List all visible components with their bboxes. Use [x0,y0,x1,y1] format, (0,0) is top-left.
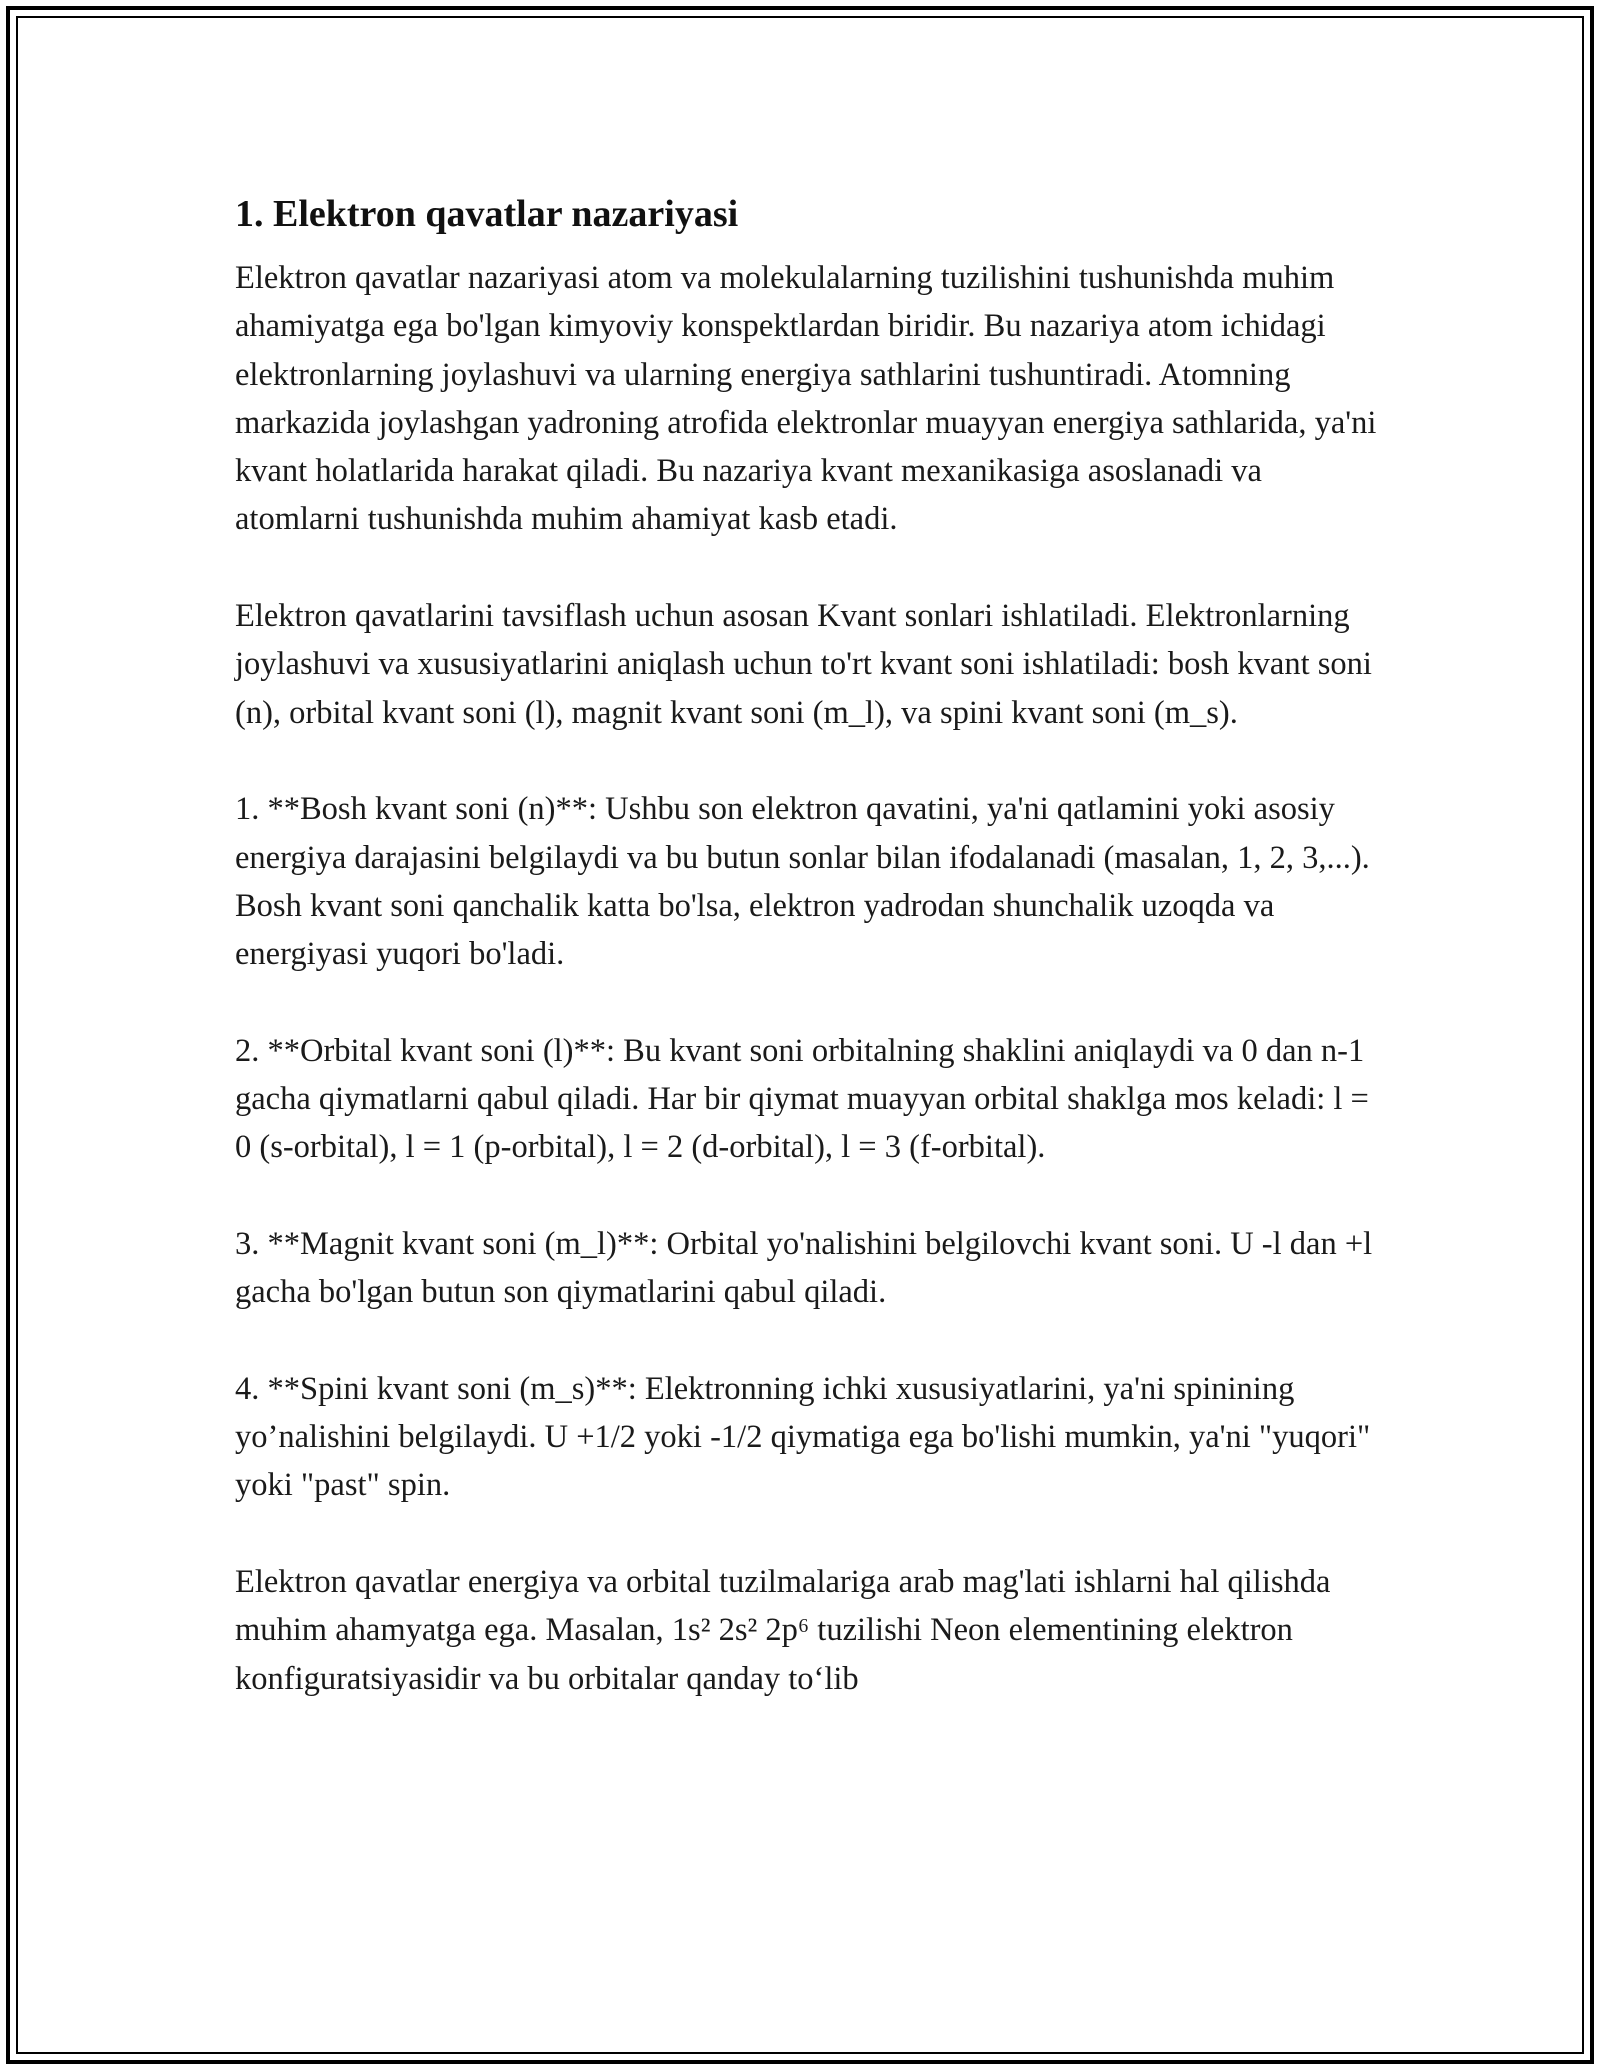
list-item-magnetic-quantum-number: 3. **Magnit kvant soni (m_l)**: Orbital yo'nalishini belgilovchi kvant soni. U -l dan +l gacha bo'lgan butun son qiymatlarini qabul qiladi. [235,1225,1381,1311]
document-body [235,186,1385,1703]
paragraph-quantum-numbers: Elektron qavatlarini tavsiflash uchun asosan Kvant sonlari ishlatiladi. Elektronlarning joylashuvi va xususiyatlarini aniqlash uchun to'rt kvant soni ishlatiladi: bosh kvant soni (n), orbital kvant soni (l), magnit kvant soni (m_l), va spini kvant soni (m_s). [235,598,1381,731]
paragraph-conclusion: Elektron qavatlar energiya va orbital tuzilmalariga arab mag'lati ishlarni hal qilishda muhim ahamyatga ega. Masalan, 1s² 2s² 2p⁶ tuzilishi Neon elementining elektron konfiguratsiyasidir va bu orbitalar qanday to‘lib [235,1564,1339,1697]
list-item-orbital-quantum-number: 2. **Orbital kvant soni (l)**: Bu kvant soni orbitalning shaklini aniqlaydi va 0 dan n-1 gacha qiymatlarni qabul qiladi. Har bir qiymat muayyan orbital shaklga mos keladi: l = 0 (s-orbital), l = 1 (p-orbital), l = 2 (d-orbital), l = 3 (f-orbital). [235,1032,1377,1166]
paragraph-intro: Elektron qavatlar nazariyasi atom va molekulalarning tuzilishini tushunishda muhim ahamiyatga ega bo'lgan kimyoviy konspektlardan biridir. Bu nazariya atom ichidagi elektronlarning joylashuvi va ularning energiya sathlarini tushuntiradi. Atomning markazida joylashgan yadroning atrofida elektronlar muayyan energiya sathlarida, ya'ni kvant holatlarida harakat qiladi. Bu nazariya kvant mexanikasiga asoslanadi va atomlarni tushunishda muhim ahamiyat kasb etadi. [235,260,1385,538]
page-title: 1. Elektron qavatlar nazariyasi [235,193,739,235]
list-item-spin-quantum-number: 4. **Spini kvant soni (m_s)**: Elektronning ichki xususiyatlarini, ya'ni spinining yo’nalishini belgilaydi. U +1/2 yoki -1/2 qiymatiga ega bo'lishi mumkin, ya'ni "yuqori" yoki "past" spin. [235,1370,1379,1504]
list-item-principal-quantum-number: 1. **Bosh kvant soni (n)**: Ushbu son elektron qavatini, ya'ni qatlamini yoki asosiy energiya darajasini belgilaydi va bu butun sonlar bilan ifodalanadi (masalan, 1, 2, 3,...). Bosh kvant soni qanchalik katta bo'lsa, elektron yadrodan shunchalik uzoqda va energiyasi yuqori bo'ladi. [235,791,1378,973]
